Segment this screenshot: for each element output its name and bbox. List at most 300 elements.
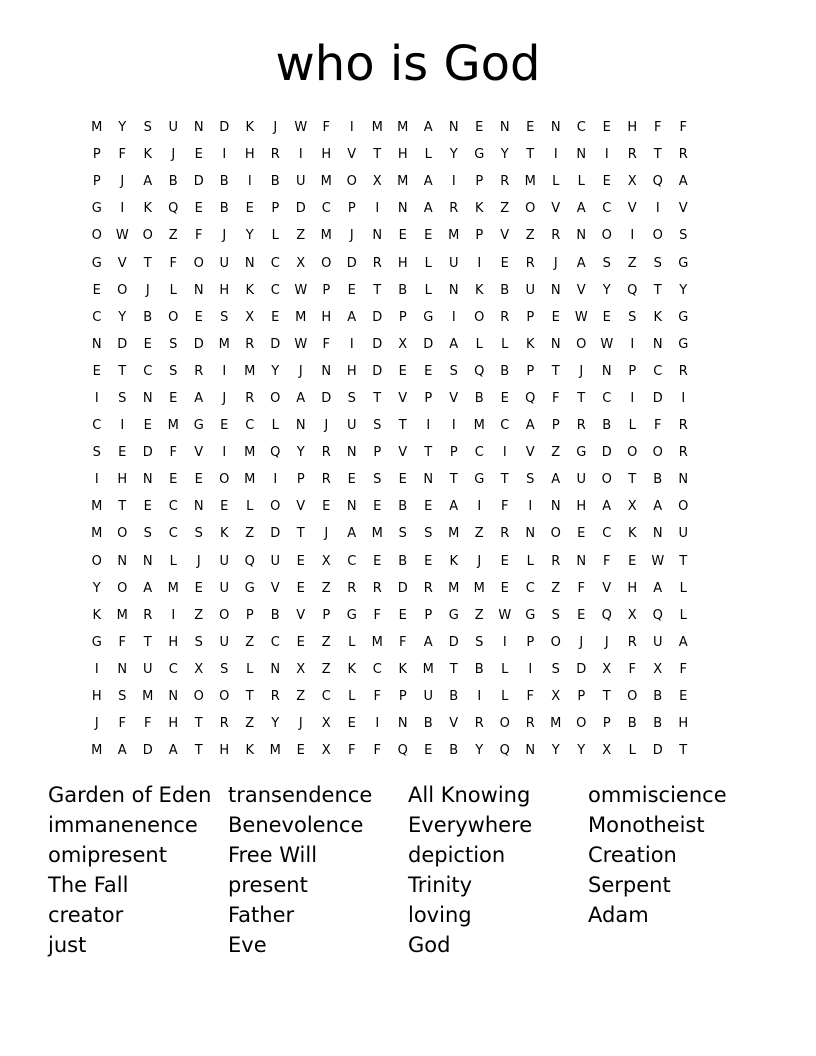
grid-letter: O — [652, 445, 663, 461]
grid-letter: C — [500, 418, 510, 434]
grid-letter: T — [245, 689, 254, 705]
grid-letter: N — [550, 282, 561, 298]
grid-letter: L — [271, 418, 279, 434]
grid-letter: R — [449, 201, 459, 217]
grid-letter: D — [295, 201, 306, 217]
grid-letter: F — [654, 418, 662, 434]
grid-letter: A — [678, 634, 688, 650]
grid-letter: J — [324, 418, 329, 434]
grid-row — [84, 277, 734, 304]
word-list-item: transendence — [228, 783, 373, 807]
grid-letter: O — [117, 580, 128, 596]
grid-letter: X — [321, 743, 331, 759]
grid-letter: N — [448, 282, 459, 298]
grid-letter: O — [499, 716, 510, 732]
grid-letter: R — [500, 174, 510, 190]
grid-letter: F — [169, 255, 177, 271]
grid-letter: E — [602, 120, 611, 136]
grid-letter: U — [270, 553, 280, 569]
grid-letter: N — [423, 472, 434, 488]
word-list-item: Benevolence — [228, 813, 364, 837]
grid-letter: E — [194, 309, 203, 325]
grid-letter: U — [142, 661, 153, 677]
grid-letter: O — [627, 689, 638, 705]
grid-letter: A — [653, 580, 663, 596]
grid-letter: P — [373, 445, 382, 461]
grid-letter: S — [628, 309, 637, 325]
grid-letter: G — [678, 309, 689, 325]
grid-letter: R — [321, 472, 331, 488]
grid-letter: L — [526, 553, 534, 569]
grid-letter: X — [627, 499, 637, 515]
grid-letter: N — [168, 689, 179, 705]
grid-letter: K — [474, 201, 484, 217]
grid-letter: E — [143, 499, 152, 515]
grid-letter: P — [424, 607, 433, 623]
grid-letter: T — [449, 661, 458, 677]
grid-letter: O — [270, 390, 281, 406]
grid-letter: E — [194, 147, 203, 163]
grid-letter: X — [602, 661, 612, 677]
grid-letter: A — [525, 418, 535, 434]
grid-letter: F — [679, 661, 687, 677]
grid-letter: T — [679, 553, 688, 569]
grid-letter: S — [602, 255, 611, 271]
grid-letter: N — [117, 661, 128, 677]
grid-row — [84, 466, 734, 493]
grid-letter: Z — [500, 201, 510, 217]
grid-letter: J — [324, 526, 329, 542]
grid-letter: X — [653, 661, 663, 677]
grid-row — [84, 737, 734, 764]
grid-letter: M — [167, 418, 179, 434]
grid-letter: D — [219, 120, 230, 136]
grid-letter: N — [142, 553, 153, 569]
grid-letter: A — [117, 743, 127, 759]
grid-letter: N — [193, 282, 204, 298]
grid-letter: I — [502, 634, 507, 650]
grid-row — [84, 141, 734, 168]
grid-letter: R — [678, 445, 688, 461]
grid-letter: Z — [551, 445, 561, 461]
grid-letter: O — [117, 526, 128, 542]
grid-row — [84, 710, 734, 737]
grid-letter: I — [451, 309, 456, 325]
grid-letter: E — [271, 309, 280, 325]
grid-letter: A — [423, 174, 433, 190]
grid-letter: P — [526, 363, 535, 379]
grid-letter: I — [477, 255, 482, 271]
grid-letter: L — [348, 689, 356, 705]
grid-letter: N — [576, 147, 587, 163]
grid-letter: Y — [271, 716, 280, 732]
grid-letter: C — [270, 634, 280, 650]
grid-row — [84, 249, 734, 276]
word-list-item: Adam — [588, 903, 649, 927]
grid-letter: E — [92, 282, 101, 298]
grid-letter: X — [296, 661, 306, 677]
grid-letter: W — [294, 336, 308, 352]
grid-letter: U — [346, 418, 357, 434]
grid-letter: O — [474, 309, 485, 325]
grid-letter: O — [193, 689, 204, 705]
grid-letter: H — [168, 634, 179, 650]
grid-letter: T — [551, 363, 560, 379]
grid-letter: C — [92, 418, 102, 434]
grid-letter: A — [347, 526, 357, 542]
grid-letter: P — [449, 445, 458, 461]
grid-letter: F — [373, 607, 381, 623]
grid-letter: E — [169, 390, 178, 406]
grid-letter: V — [398, 390, 408, 406]
grid-letter: M — [448, 526, 460, 542]
grid-letter: S — [169, 363, 178, 379]
grid-letter: B — [500, 282, 510, 298]
grid-letter: P — [92, 147, 101, 163]
grid-letter: G — [576, 445, 587, 461]
grid-letter: F — [679, 120, 687, 136]
grid-letter: B — [500, 363, 510, 379]
grid-letter: D — [142, 445, 153, 461]
grid-letter: L — [169, 553, 177, 569]
grid-letter: E — [296, 580, 305, 596]
grid-letter: C — [321, 201, 331, 217]
grid-letter: R — [372, 255, 382, 271]
grid-letter: H — [219, 282, 230, 298]
grid-letter: L — [246, 661, 254, 677]
grid-letter: S — [373, 418, 382, 434]
grid-letter: L — [679, 580, 687, 596]
grid-letter: N — [576, 553, 587, 569]
grid-letter: D — [142, 743, 153, 759]
grid-letter: S — [169, 336, 178, 352]
grid-letter: R — [245, 336, 255, 352]
grid-letter: T — [194, 716, 203, 732]
grid-letter: Z — [474, 526, 484, 542]
grid-letter: O — [346, 174, 357, 190]
grid-letter: V — [602, 580, 612, 596]
grid-letter: M — [473, 580, 485, 596]
grid-letter: K — [143, 147, 153, 163]
grid-letter: Z — [168, 228, 178, 244]
grid-letter: F — [118, 147, 126, 163]
grid-letter: E — [347, 472, 356, 488]
grid-letter: E — [526, 120, 535, 136]
grid-letter: S — [220, 661, 229, 677]
grid-letter: H — [244, 147, 255, 163]
grid-letter: X — [321, 716, 331, 732]
grid-row — [84, 385, 734, 412]
grid-letter: N — [142, 390, 153, 406]
grid-letter: O — [678, 499, 689, 515]
grid-letter: E — [194, 580, 203, 596]
grid-letter: A — [449, 499, 459, 515]
grid-letter: H — [91, 689, 102, 705]
grid-letter: I — [349, 336, 354, 352]
grid-letter: E — [296, 553, 305, 569]
grid-letter: E — [500, 580, 509, 596]
grid-letter: V — [678, 201, 688, 217]
grid-letter: V — [500, 228, 510, 244]
word-list-item: ommiscience — [588, 783, 727, 807]
grid-letter: R — [500, 526, 510, 542]
grid-letter: J — [94, 716, 99, 732]
grid-letter: C — [321, 689, 331, 705]
grid-letter: R — [372, 580, 382, 596]
word-list-item: just — [48, 933, 87, 957]
grid-letter: R — [194, 363, 204, 379]
grid-letter: S — [551, 607, 560, 623]
grid-letter: Z — [474, 607, 484, 623]
word-list-item: Eve — [228, 933, 267, 957]
grid-letter: D — [193, 174, 204, 190]
grid-letter: A — [449, 336, 459, 352]
grid-letter: I — [222, 445, 227, 461]
grid-letter: W — [574, 309, 588, 325]
grid-letter: T — [373, 147, 382, 163]
grid-letter: J — [604, 634, 609, 650]
grid-letter: Z — [245, 526, 255, 542]
grid-letter: N — [321, 363, 332, 379]
grid-letter: J — [222, 390, 227, 406]
grid-letter: X — [627, 607, 637, 623]
grid-letter: I — [477, 499, 482, 515]
grid-letter: Q — [168, 201, 179, 217]
grid-letter: B — [168, 174, 178, 190]
grid-letter: G — [91, 201, 102, 217]
grid-letter: A — [143, 580, 153, 596]
grid-letter: Z — [525, 228, 535, 244]
grid-letter: T — [296, 526, 305, 542]
grid-letter: C — [168, 526, 178, 542]
grid-letter: E — [220, 418, 229, 434]
grid-letter: E — [296, 743, 305, 759]
grid-letter: O — [142, 228, 153, 244]
grid-letter: J — [222, 228, 227, 244]
grid-letter: H — [117, 472, 128, 488]
grid-row — [84, 358, 734, 385]
grid-letter: E — [398, 607, 407, 623]
grid-letter: E — [194, 201, 203, 217]
grid-letter: G — [91, 255, 102, 271]
grid-letter: Q — [499, 743, 510, 759]
word-list-item: depiction — [408, 843, 506, 867]
grid-letter: O — [219, 689, 230, 705]
grid-row — [84, 548, 734, 575]
grid-letter: F — [399, 634, 407, 650]
grid-letter: I — [477, 689, 482, 705]
grid-letter: M — [91, 120, 103, 136]
grid-letter: U — [219, 580, 229, 596]
grid-letter: U — [168, 120, 178, 136]
grid-letter: L — [424, 255, 432, 271]
grid-letter: N — [525, 526, 536, 542]
grid-letter: Q — [474, 363, 485, 379]
grid-letter: D — [652, 390, 663, 406]
grid-letter: J — [349, 228, 354, 244]
grid-letter: Z — [627, 255, 637, 271]
grid-letter: K — [219, 526, 229, 542]
grid-letter: M — [397, 174, 409, 190]
grid-letter: M — [550, 716, 562, 732]
grid-letter: I — [94, 472, 99, 488]
grid-letter: O — [321, 255, 332, 271]
grid-letter: D — [652, 743, 663, 759]
grid-letter: B — [474, 390, 484, 406]
grid-letter: K — [525, 336, 535, 352]
grid-letter: A — [576, 201, 586, 217]
grid-letter: E — [398, 228, 407, 244]
grid-letter: J — [477, 553, 482, 569]
grid-letter: R — [347, 580, 357, 596]
grid-letter: H — [397, 147, 408, 163]
grid-letter: K — [449, 553, 459, 569]
grid-letter: V — [525, 445, 535, 461]
grid-letter: S — [347, 390, 356, 406]
grid-letter: R — [500, 309, 510, 325]
grid-letter: P — [92, 174, 101, 190]
grid-letter: D — [321, 390, 332, 406]
grid-letter: O — [601, 472, 612, 488]
grid-letter: Z — [194, 607, 204, 623]
grid-letter: M — [218, 336, 230, 352]
grid-letter: P — [526, 309, 535, 325]
grid-letter: J — [298, 363, 303, 379]
grid-letter: M — [371, 526, 383, 542]
grid-letter: I — [451, 174, 456, 190]
grid-letter: D — [448, 634, 459, 650]
grid-letter: O — [576, 716, 587, 732]
grid-letter: N — [270, 661, 281, 677]
grid-letter: S — [475, 634, 484, 650]
grid-letter: M — [142, 689, 154, 705]
grid-letter: J — [196, 553, 201, 569]
grid-letter: R — [270, 147, 280, 163]
grid-letter: M — [244, 472, 256, 488]
grid-letter: O — [117, 282, 128, 298]
grid-letter: E — [373, 499, 382, 515]
grid-letter: Q — [270, 445, 281, 461]
grid-letter: E — [118, 445, 127, 461]
grid-row — [84, 439, 734, 466]
grid-letter: I — [451, 418, 456, 434]
grid-letter: O — [550, 526, 561, 542]
grid-letter: I — [528, 661, 533, 677]
grid-letter: E — [347, 282, 356, 298]
grid-letter: D — [270, 526, 281, 542]
grid-letter: T — [373, 282, 382, 298]
grid-letter: R — [245, 390, 255, 406]
grid-letter: S — [143, 526, 152, 542]
grid-letter: M — [320, 174, 332, 190]
grid-letter: H — [397, 255, 408, 271]
grid-letter: U — [652, 634, 663, 650]
grid-letter: T — [143, 255, 152, 271]
grid-letter: G — [678, 336, 689, 352]
grid-letter: N — [525, 743, 536, 759]
grid-letter: N — [346, 445, 357, 461]
grid-letter: W — [115, 228, 129, 244]
grid-letter: X — [296, 255, 306, 271]
grid-letter: X — [627, 174, 637, 190]
grid-letter: L — [552, 174, 560, 190]
grid-letter: N — [193, 499, 204, 515]
grid-letter: L — [628, 743, 636, 759]
grid-letter: L — [271, 228, 279, 244]
grid-letter: K — [92, 607, 102, 623]
grid-letter: Y — [577, 743, 586, 759]
grid-letter: E — [398, 363, 407, 379]
grid-letter: O — [525, 201, 536, 217]
grid-letter: H — [576, 499, 587, 515]
grid-letter: E — [398, 472, 407, 488]
grid-letter: A — [423, 201, 433, 217]
grid-letter: D — [576, 661, 587, 677]
grid-letter: Z — [321, 580, 331, 596]
grid-letter: M — [295, 309, 307, 325]
grid-letter: R — [423, 580, 433, 596]
grid-letter: L — [348, 634, 356, 650]
grid-letter: X — [372, 174, 382, 190]
grid-letter: J — [553, 255, 558, 271]
grid-letter: P — [398, 309, 407, 325]
grid-letter: U — [525, 282, 535, 298]
grid-letter: V — [576, 282, 586, 298]
grid-letter: T — [373, 390, 382, 406]
grid-letter: N — [346, 499, 357, 515]
grid-letter: P — [322, 282, 331, 298]
grid-letter: G — [678, 255, 689, 271]
grid-letter: S — [143, 120, 152, 136]
grid-letter: Z — [321, 661, 331, 677]
grid-letter: E — [245, 201, 254, 217]
grid-letter: G — [474, 147, 485, 163]
grid-letter: F — [118, 716, 126, 732]
grid-letter: R — [678, 363, 688, 379]
grid-letter: O — [627, 445, 638, 461]
grid-letter: M — [422, 661, 434, 677]
grid-letter: C — [143, 363, 153, 379]
grid-letter: E — [602, 309, 611, 325]
grid-letter: C — [602, 201, 612, 217]
grid-letter: N — [652, 526, 663, 542]
grid-letter: U — [423, 689, 433, 705]
grid-letter: I — [630, 336, 635, 352]
grid-letter: V — [270, 580, 280, 596]
grid-letter: Y — [118, 309, 127, 325]
grid-letter: H — [627, 580, 638, 596]
grid-letter: M — [320, 228, 332, 244]
grid-letter: O — [219, 607, 230, 623]
grid-letter: F — [552, 390, 560, 406]
grid-letter: F — [603, 553, 611, 569]
grid-letter: S — [551, 661, 560, 677]
grid-letter: N — [678, 472, 689, 488]
grid-letter: E — [577, 607, 586, 623]
grid-letter: N — [397, 716, 408, 732]
grid-letter: Y — [602, 282, 611, 298]
grid-letter: U — [219, 634, 229, 650]
grid-letter: G — [448, 607, 459, 623]
grid-letter: C — [525, 580, 535, 596]
word-list-item: immanenence — [48, 813, 198, 837]
grid-letter: N — [372, 228, 383, 244]
grid-letter: S — [118, 689, 127, 705]
grid-letter: R — [678, 147, 688, 163]
grid-letter: O — [550, 634, 561, 650]
grid-letter: K — [245, 120, 255, 136]
grid-row — [84, 493, 734, 520]
